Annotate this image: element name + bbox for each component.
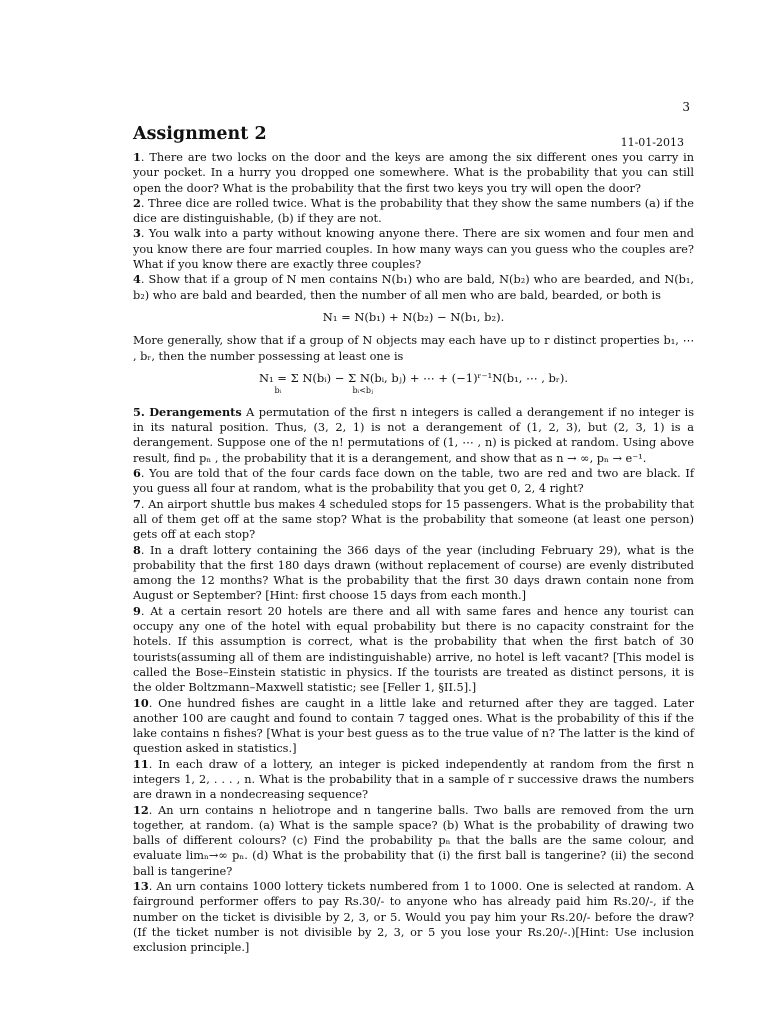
generalization-text: More generally, show that if a group of N objects may each have up to r distinct properties b₁, ⋯ , bᵣ, then the number possessing at least one is: [133, 334, 694, 363]
page-title: Assignment 2: [133, 124, 267, 144]
header: [133, 124, 694, 152]
question-9: 9. At a certain resort 20 hotels are there and all with same fares and hence any tourist can occupy any one of the hotel with equal probability but there is no capacity constraint for the hotels. If this assumption is correct, what is the probability that when the first batch of 30 tourists(assuming all of them are indistinguishable) arrive, no hotel is left vacant? [This model is called the Bose–Einstein statistic in physics. If the tourists are treated as distinct persons, it is the older Boltzmann–Maxwell statistic; see [Feller 1, §II.5].]: [133, 603, 694, 695]
equation-1: N₁ = N(b₁) + N(b₂) − N(b₁, b₂).: [322, 309, 505, 324]
question-10: 10. One hundred fishes are caught in a little lake and returned after they are tagged. Later another 100 are caught and found to contain 7 tagged ones. What is the probability of this if the lake contains n fishes? [What is your best guess as to the true value of n? The latter is the kind of question asked in statistics.]: [133, 695, 694, 756]
equation-2-sub-1: bᵢ: [274, 385, 282, 395]
page-number: 3: [682, 100, 690, 114]
question-11: 11. In each draw of a lottery, an integer is picked independently at random from the first n integers 1, 2, . . . , n. What is the probability that in a sample of r successive draws the numbers are drawn in a nondecreasing sequence?: [133, 756, 694, 802]
question-12: 12. An urn contains n heliotrope and n tangerine balls. Two balls are removed from the urn together, at random. (a) What is the sample space? (b) What is the probability of drawing two balls of different colours? (c) Find the probability pₙ that the balls are the same colour, and evaluate limₙ→∞ pₙ. (d) What is the probability that (i) the first ball is tangerine? (ii) the second ball is tangerine?: [133, 802, 694, 878]
question-13: 13. An urn contains 1000 lottery tickets numbered from 1 to 1000. One is selected at random. A fairground performer offers to pay Rs.30/- to anyone who has already paid him Rs.20/-, if the number on the ticket is divisible by 2, 3, or 5. Would you pay him your Rs.20/- before the draw? (If the ticket number is not divisible by 2, 3, or 5 you lose your Rs.20/-.)[Hint: Use inclusion exclusion principle.]: [133, 879, 694, 955]
question-4: 4. Show that if a group of N men contains N(b₁) who are bald, N(b₂) who are bearded, and N(b₁, b₂) who are bald and bearded, then the number of all men who are bald, bearded, or both is: [133, 272, 694, 302]
question-3: 3. You walk into a party without knowing anyone there. There are six women and four men and you know there are four married couples. In how many ways can you guess who the couples are? What if you know there are exactly three couples?: [133, 226, 694, 272]
document-body: [133, 150, 694, 956]
equation-2-main: N₁ = Σ N(bᵢ) − Σ N(bᵢ, bⱼ) + ⋯ + (−1)ʳ⁻¹N(b₁, ⋯ , bᵣ).: [258, 370, 569, 385]
question-5: 5. Derangements A permutation of the first n integers is called a derangement if no integer is in its natural position. Thus, (3, 2, 1) is not a derangement of (1, 2, 3), but (2, 3, 1) is a derangement. Suppose one of the n! permutations of (1, ⋯ , n) is picked at random. Using above result, find pₙ , the probability that it is a derangement, and show that as n → ∞, pₙ → e⁻¹.: [133, 404, 694, 465]
equation-2: [133, 370, 694, 395]
question-1: 1. There are two locks on the door and the keys are among the six different ones you carry in your pocket. In a hurry you dropped one somewhere. What is the probability that you can still open the door? What is the probability that the first two keys you try will open the door?: [133, 150, 694, 195]
question-8: 8. In a draft lottery containing the 366 days of the year (including February 29), what is the probability that the first 180 days drawn (without replacement of course) are evenly distributed among the 12 months? What is the probability that the first 30 days drawn contain none from August or September? [Hint: first choose 15 days from each month.]: [133, 542, 694, 603]
equation-2-sub-2: bᵢ<bⱼ: [352, 385, 374, 395]
question-7: 7. An airport shuttle bus makes 4 scheduled stops for 15 passengers. What is the probability that all of them get off at the same stop? What is the probability that someone (at least one person) gets off at each stop?: [133, 496, 694, 542]
equation-2-subscripts: [133, 386, 694, 395]
date: 11-01-2013: [620, 136, 684, 149]
question-6: 6. You are told that of the four cards face down on the table, two are red and two are black. If you guess all four at random, what is the probability that you get 0, 2, 4 right?: [133, 466, 694, 496]
question-2: 2. Three dice are rolled twice. What is the probability that they show the same numbers (a) if the dice are distinguishable, (b) if they are not.: [133, 195, 694, 226]
